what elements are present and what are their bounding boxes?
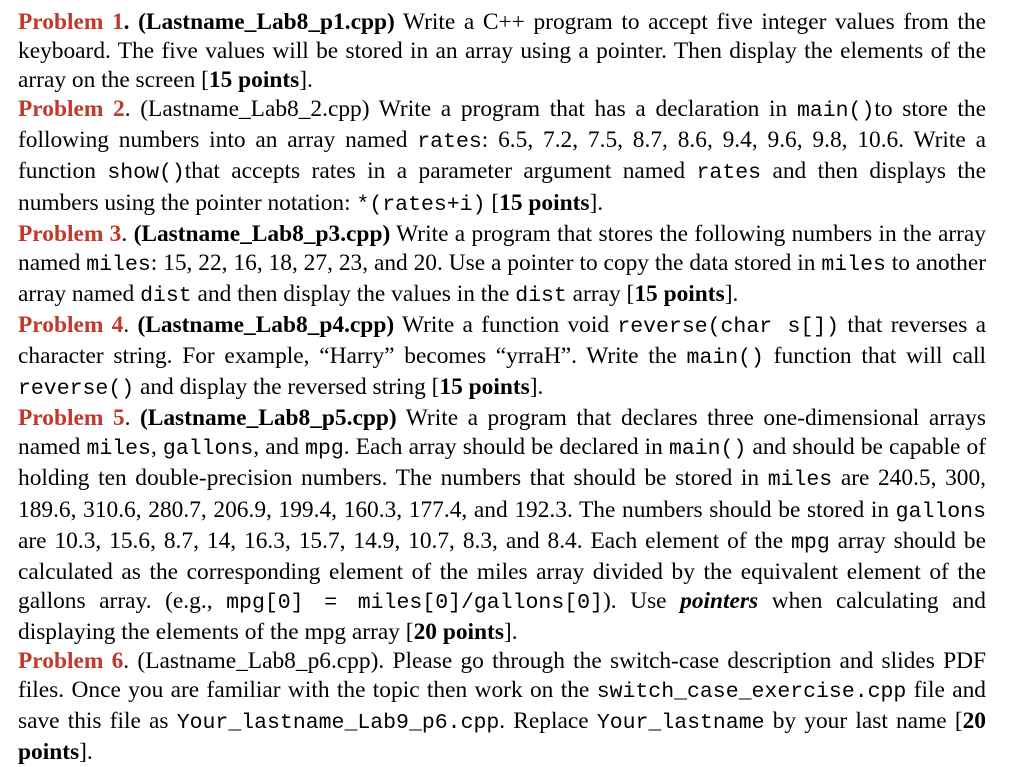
code-snippet: *(rates+i): [356, 192, 486, 217]
body-text: and then displays the numbers using the pointer notation:: [18, 158, 986, 216]
body-text: Write a function void: [394, 311, 618, 338]
problem-number: 6: [111, 647, 124, 674]
body-text: are 10.3, 15.6, 8.7, 14, 16.3, 15.7, 14.9, 10.7, 8.3, and 8.4. Each element of the: [18, 527, 792, 554]
problem-number: 5: [112, 405, 125, 432]
code-snippet: mpg: [305, 437, 344, 462]
code-snippet: dist: [515, 283, 567, 308]
problem-6: [18, 647, 986, 767]
problem-number: 3: [109, 220, 122, 247]
code-snippet: Your_lastname: [596, 711, 765, 736]
code-snippet: miles: [767, 468, 833, 493]
bold-text: 15 points: [439, 374, 530, 401]
body-text: ].: [724, 280, 739, 307]
problem-number: 2: [113, 96, 125, 123]
code-snippet: rates: [696, 161, 762, 186]
body-text: .: [124, 405, 140, 432]
body-text: [: [485, 189, 500, 216]
code-snippet: reverse(): [18, 377, 135, 402]
bold-text: 15 points: [634, 280, 725, 307]
body-text: and then display the values in the: [191, 280, 516, 307]
problem-4: [18, 311, 986, 404]
body-text: .: [121, 220, 134, 247]
body-text: that reverses a character string. For example, “Harry” becomes “yrraH”. Write the: [18, 311, 986, 370]
bold-text: (Lastname_Lab8_p1.cpp): [138, 9, 395, 35]
document-body: [18, 8, 986, 767]
code-snippet: mpg: [791, 530, 830, 555]
body-text: when calculating and displaying the elements of the mpg array [: [18, 587, 986, 645]
bold-text: .: [123, 9, 139, 35]
body-text: function that will call: [763, 343, 986, 370]
body-text: , and: [253, 434, 306, 461]
code-snippet: dist: [140, 283, 192, 308]
body-text: Write a program that declares three one-dimensional arrays named: [18, 405, 986, 461]
problem-number: 4: [111, 311, 124, 338]
bold-text: 15 points: [499, 189, 590, 216]
body-text: ].: [529, 374, 544, 401]
problem-number: 1: [111, 9, 124, 35]
code-snippet: main(): [686, 346, 764, 371]
body-text: Write a program that stores the following numbers in the array named: [18, 220, 986, 276]
problem-label: Problem: [18, 405, 104, 432]
body-text: : 6.5, 7.2, 7.5, 8.7, 8.6, 9.4, 9.6, 9.8, 10.6. Write a function: [18, 127, 986, 185]
body-text: to store the following numbers into an array named: [18, 96, 986, 154]
problem-label: Problem: [18, 311, 104, 338]
body-text: and should be capable of holding ten double-precision numbers. The numbers that should be stored in: [18, 434, 986, 492]
body-text: ].: [299, 67, 313, 94]
body-text: by your last name [: [764, 708, 963, 735]
body-text: are 240.5, 300, 189.6, 310.6, 280.7, 206.9, 199.4, 160.3, 177.4, and 192.3. The numbers should be stored in: [18, 465, 986, 523]
code-snippet: miles: [86, 437, 151, 462]
body-text: ].: [79, 739, 93, 766]
problem-label: Problem: [18, 9, 104, 35]
body-text: ,: [150, 434, 163, 461]
body-text: that accepts rates in a parameter argument named: [184, 158, 697, 185]
body-text: ].: [589, 189, 604, 216]
code-snippet: mpg[0] = miles[0]/gallons[0]: [226, 590, 603, 615]
code-snippet: show(): [107, 161, 185, 186]
bold-text: (Lastname_Lab8_p4.cpp): [137, 311, 395, 338]
problem-label: Problem: [18, 96, 104, 123]
bold-text: 20 points: [18, 708, 986, 766]
problem-3: [18, 220, 986, 311]
code-snippet: miles: [821, 252, 886, 277]
code-snippet: reverse(char s[]): [617, 314, 840, 339]
body-text: .: [123, 311, 138, 338]
body-text: . Each array should be declared in: [343, 434, 669, 461]
bold-text: 15 points: [208, 67, 300, 94]
problem-5: [18, 404, 986, 647]
body-text: and display the reversed string [: [134, 374, 440, 401]
body-text: array [: [566, 280, 635, 307]
code-snippet: gallons: [895, 499, 986, 524]
code-snippet: switch_case_exercise.cpp: [596, 680, 907, 705]
bold-text: (Lastname_Lab8_p3.cpp): [133, 220, 391, 247]
bold-text: 20 points: [413, 618, 504, 645]
body-text: ). Use: [602, 587, 681, 614]
body-text: array should be calculated as the corresponding element of the miles array divided by the equivalent element of the gallons array. (e.g.,: [18, 527, 986, 614]
code-snippet: Your_lastname_Lab9_p6.cpp: [176, 711, 500, 736]
body-text: file and save this file as: [18, 677, 987, 735]
problem-label: Problem: [18, 647, 104, 674]
body-text: . (Lastname_Lab8_2.cpp) Write a program that has a declaration in: [124, 96, 797, 123]
body-text: : 15, 22, 16, 18, 27, 23, and 20. Use a pointer to copy the data stored in: [150, 249, 822, 276]
body-text: . Replace: [499, 708, 597, 735]
code-snippet: rates: [417, 130, 482, 155]
problem-1: [18, 8, 986, 95]
code-snippet: main(): [796, 99, 875, 124]
body-text: ].: [503, 618, 518, 645]
emphasis-text: pointers: [680, 587, 759, 614]
bold-text: (Lastname_Lab8_p5.cpp): [139, 405, 397, 432]
problem-2: [18, 95, 986, 219]
problem-label: Problem: [18, 220, 104, 247]
code-snippet: miles: [86, 252, 151, 277]
body-text: to another array named: [18, 249, 986, 307]
code-snippet: main(): [668, 437, 747, 462]
code-snippet: gallons: [162, 437, 254, 462]
body-text: . (Lastname_Lab8_p6.cpp). Please go through the switch-case description and slides PDF files. Once you are familiar with the topic then work on the: [18, 647, 986, 704]
body-text: Write a C++ program to accept five integer values from the keyboard. The five values will be stored in an array using a pointer. Then display the elements of the array on the screen [: [18, 9, 986, 94]
